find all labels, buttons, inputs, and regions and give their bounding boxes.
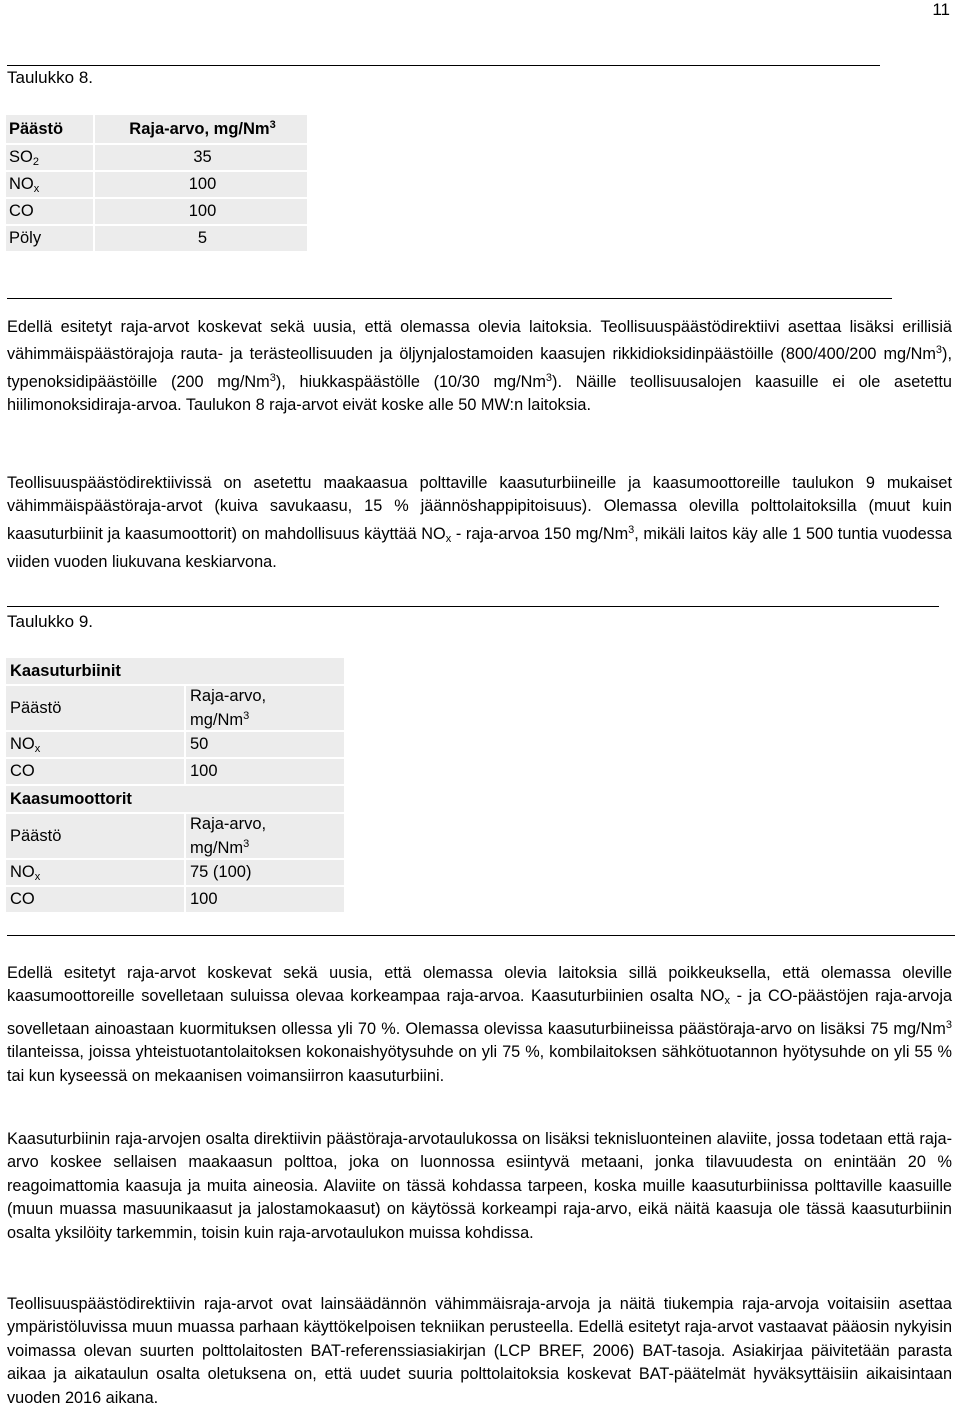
table9-value: 75 (100)	[190, 863, 252, 881]
table9-value: 100	[190, 762, 218, 780]
table9-header-limit: Raja-arvo, mg/Nm$^3$	[190, 687, 267, 729]
table9-emission: $NO_x$	[10, 734, 41, 755]
table8-value: 35	[193, 148, 212, 166]
table9-section-gas-turbines: Kaasuturbiinit	[10, 661, 121, 680]
table-row	[6, 759, 344, 784]
table-row	[6, 860, 344, 885]
table8-value: 5	[197, 229, 208, 247]
table-row	[6, 732, 344, 757]
table8-header-limit: Raja-arvo, mg/Nm$^3$	[129, 119, 276, 138]
table9-header-limit: Raja-arvo, mg/Nm$^3$	[190, 815, 267, 857]
paragraph-2: Teollisuuspäästödirektiivissä on asetettu maakaasua polttaville kaasuturbiineille ja kaasumoottoreille taulukon 9 mukaiset vähimmäispäästöraja-arvot (kuiva savukaasu, 15 % jäännöshappipitoisuus). Olemassa olevilla polttolaitoksilla (muut kuin kaasuturbiinit ja kaasumoottorit) on mahdollisuus käyttää $NO_x$ - raja-arvoa 150 mg/Nm$^3$, mikäli laitos käy alle 1 500 tuntia vuodessa viiden vuoden liukuvana keskiarvona.	[7, 474, 952, 572]
table9-bottom-rule	[7, 935, 955, 936]
table8-caption: Taulukko 8.	[7, 68, 93, 87]
table-row	[6, 172, 307, 197]
table9-emission: $NO_x$	[10, 862, 41, 883]
table8-bottom-rule	[7, 298, 892, 299]
table9-caption: Taulukko 9.	[7, 612, 93, 631]
table8-emission: $SO_2$	[9, 147, 39, 168]
table-row	[6, 145, 307, 170]
table8-emission: $NO_x$	[9, 174, 40, 195]
paragraph-1: Edellä esitetyt raja-arvot koskevat sekä uusia, että olemassa olevia laitoksia. Teollisuuspäästödirektiivi asettaa lisäksi erillisiä vähimmäispäästörajoja rauta- ja terästeollisuuden ja öljynjalostamoiden kaasujen rikkidioksidinpäästöille (800/400/200 mg/Nm$^3$), typenoksidipäästöille (200 mg/Nm$^3$), hiukkaspäästölle (10/30 mg/Nm$^3$). Näille teollisuusalojen kaasuille ei ole asetettu hiilimonoksidiraja-arvoa. Taulukon 8 raja-arvot eivät koske alle 50 MW:n laitoksia.	[7, 318, 952, 415]
paragraph-3: Edellä esitetyt raja-arvot koskevat sekä uusia, että olemassa olevia laitoksia sillä poikkeuksella, että olemassa oleville kaasumoottoreille sovelletaan suluissa olevaa korkeampaa raja-arvoa. Kaasuturbiinien osalta $NO_x$ - ja CO-päästöjen raja-arvoja sovelletaan ainoastaan kuormituksen ollessa yli 70 %. Olemassa olevissa kaasuturbiineissa päästöraja-arvo on lisäksi 75 mg/Nm$^3$ tilanteissa, joissa yhteistuotantolaitoksen kokonaishyötysuhde on yli 75 %, kombilaitoksen sähkötuotannon hyötysuhde on yli 55 % tai kun kyseessä on mekaanisen voimansiirron kaasuturbiini.	[7, 964, 952, 1085]
table8	[4, 113, 309, 253]
table8-top-rule	[7, 65, 880, 66]
table-row	[6, 226, 307, 251]
page-number: 11	[932, 0, 950, 19]
table9	[4, 656, 346, 914]
table9-emission: CO	[10, 762, 35, 780]
table8-header-emission: Päästö	[9, 119, 64, 138]
table-row	[6, 887, 344, 912]
table9-emission: CO	[10, 890, 35, 908]
table9-header-emission: Päästö	[10, 698, 62, 717]
table9-section-gas-engines: Kaasumoottorit	[10, 789, 132, 808]
paragraph-4: Kaasuturbiinin raja-arvojen osalta direktiivin päästöraja-arvotaulukossa on lisäksi teknisluonteinen alaviite, jossa todetaan että raja-arvo koskee sellaisen maakaasun polttoa, joka on luonnossa esiintyvä metaani, jonka tilavuudesta on enintään 20 % reagoimattomia kaasuja ja muita aineosia. Alaviite on tässä kohdassa tarpeen, koska muille kaasuturbiinissa polttaville kaasuille (muun muassa masuunikaasut ja jalostamokaasut) on käytössä korkeampi raja-arvo, eikä näitä kaasuja ole tässä kaasuturbiinin osalta yksilöity tarkemmin, toisin kuin raja-arvotaulukon muissa kohdissa.	[7, 1130, 952, 1242]
table9-value: 100	[190, 890, 218, 908]
table8-value: 100	[188, 175, 217, 193]
table-row	[6, 199, 307, 224]
table9-value: 50	[190, 735, 209, 753]
table8-value: 100	[188, 202, 217, 220]
table8-emission: Pöly	[9, 229, 42, 247]
table9-header-emission: Päästö	[10, 826, 62, 845]
paragraph-5: Teollisuuspäästödirektiivin raja-arvot ovat lainsäädännön vähimmäisraja-arvoja ja näitä tiukempia raja-arvoja voitaisiin asettaa ympäristöluvissa muun muassa parhaan käyttökelpoisen tekniikan perusteella. Edellä esitetyt raja-arvot vastaavat pääosin nykyisin voimassa olevan suurten polttolaitosten BAT-referenssiasiakirjan (LCP BREF, 2006) BAT-tasoja. Asiakirjaa päivitetään parasta aikaa ja aikataulun osalta oletuksena on, että uudet suuria polttolaitoksia koskevat BAT-päätelmät hyväksyttäisiin aikaisintaan vuoden 2016 aikana.	[7, 1295, 952, 1407]
table8-emission: CO	[9, 202, 34, 220]
table9-top-rule	[7, 606, 939, 607]
